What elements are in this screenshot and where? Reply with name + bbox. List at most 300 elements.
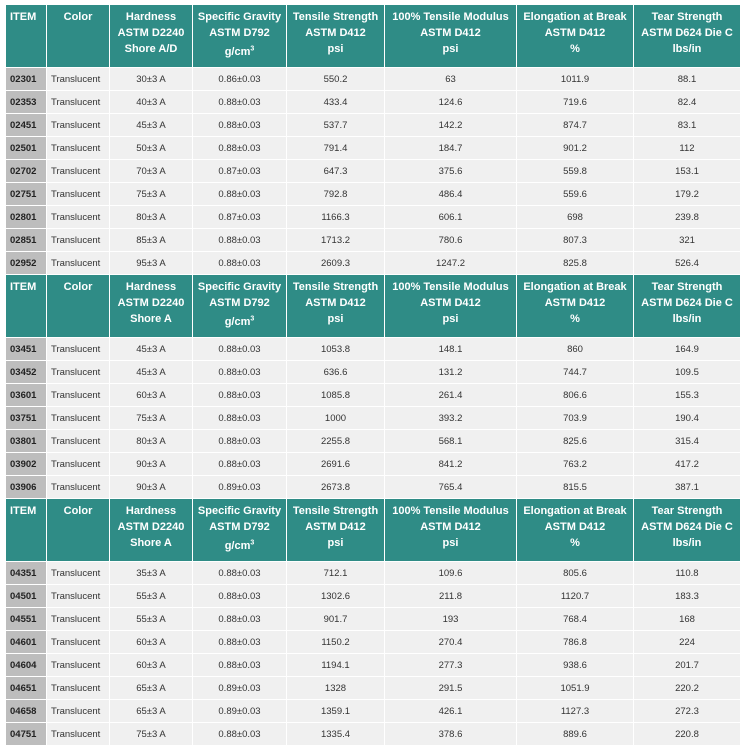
cell-specific-gravity: 0.88±0.03 (193, 723, 286, 745)
header-elongation (517, 499, 633, 561)
cell-elongation: 786.8 (517, 631, 633, 653)
cell-color: Translucent (47, 338, 109, 360)
header-line: Shore A (130, 313, 172, 325)
cell-tensile-strength: 1359.1 (287, 700, 384, 722)
header-line: $g/cm^3$ (224, 315, 255, 328)
cell-color: Translucent (47, 114, 109, 136)
header-specific-gravity (193, 5, 286, 67)
header-line: ASTM D2240 (117, 521, 185, 533)
cell-tensile-modulus: 261.4 (385, 384, 516, 406)
cell-tear-strength: 88.1 (634, 68, 740, 90)
cell-item: 04651 (6, 677, 46, 699)
header-line: % (570, 537, 580, 549)
cell-tensile-modulus: 841.2 (385, 453, 516, 475)
cell-tensile-strength: 550.2 (287, 68, 384, 90)
cell-tensile-modulus: 765.4 (385, 476, 516, 498)
cell-tensile-strength: 1713.2 (287, 229, 384, 251)
header-line: ASTM D412 (420, 27, 481, 39)
cell-tear-strength: 201.7 (634, 654, 740, 676)
cell-elongation: 719.6 (517, 91, 633, 113)
cell-hardness: 65±3 A (110, 700, 192, 722)
header-line: lbs/in (672, 43, 702, 55)
cell-tear-strength: 83.1 (634, 114, 740, 136)
header-line: ASTM D624 Die C (641, 27, 733, 39)
cell-tensile-strength: 2673.8 (287, 476, 384, 498)
cell-specific-gravity: 0.89±0.03 (193, 700, 286, 722)
cell-item: 02301 (6, 68, 46, 90)
header-line: Hardness (125, 11, 177, 23)
cell-tensile-strength: 791.4 (287, 137, 384, 159)
cell-item: 04551 (6, 608, 46, 630)
table-row (6, 407, 740, 429)
cell-hardness: 40±3 A (110, 91, 192, 113)
cell-item: 04751 (6, 723, 46, 745)
cell-specific-gravity: 0.88±0.03 (193, 114, 286, 136)
cell-hardness: 55±3 A (110, 585, 192, 607)
cell-tensile-modulus: 393.2 (385, 407, 516, 429)
cell-elongation: 825.6 (517, 430, 633, 452)
spec-table-container (5, 4, 738, 746)
cell-tear-strength: 155.3 (634, 384, 740, 406)
cell-color: Translucent (47, 700, 109, 722)
cell-tensile-strength: 647.3 (287, 160, 384, 182)
cell-color: Translucent (47, 137, 109, 159)
cell-tensile-modulus: 148.1 (385, 338, 516, 360)
cell-color: Translucent (47, 430, 109, 452)
cell-tensile-modulus: 131.2 (385, 361, 516, 383)
cell-specific-gravity: 0.89±0.03 (193, 476, 286, 498)
cell-color: Translucent (47, 229, 109, 251)
table-row (6, 654, 740, 676)
cell-tensile-strength: 636.6 (287, 361, 384, 383)
cell-tensile-strength: 1328 (287, 677, 384, 699)
cell-elongation: 703.9 (517, 407, 633, 429)
table-row (6, 338, 740, 360)
cell-color: Translucent (47, 206, 109, 228)
cell-color: Translucent (47, 585, 109, 607)
spec-table (5, 4, 741, 746)
cell-specific-gravity: 0.88±0.03 (193, 338, 286, 360)
cell-tear-strength: 220.2 (634, 677, 740, 699)
cell-elongation: 860 (517, 338, 633, 360)
header-hardness (110, 499, 192, 561)
header-line: ASTM D792 (209, 27, 270, 39)
table-row (6, 453, 740, 475)
table-row (6, 91, 740, 113)
cell-specific-gravity: 0.88±0.03 (193, 183, 286, 205)
header-line: Hardness (125, 281, 177, 293)
cell-tensile-modulus: 109.6 (385, 562, 516, 584)
cell-tear-strength: 387.1 (634, 476, 740, 498)
cell-specific-gravity: 0.88±0.03 (193, 137, 286, 159)
header-line: Specific Gravity (197, 505, 282, 517)
header-line: Elongation at Break (523, 281, 627, 293)
header-line: ASTM D2240 (117, 297, 185, 309)
cell-tensile-modulus: 486.4 (385, 183, 516, 205)
cell-item: 03906 (6, 476, 46, 498)
header-line: ASTM D624 Die C (641, 521, 733, 533)
cell-elongation: 1051.9 (517, 677, 633, 699)
cell-tear-strength: 164.9 (634, 338, 740, 360)
cell-tensile-modulus: 780.6 (385, 229, 516, 251)
header-line: Tensile Strength (292, 281, 379, 293)
cell-tensile-modulus: 277.3 (385, 654, 516, 676)
table-row (6, 206, 740, 228)
cell-elongation: 559.8 (517, 160, 633, 182)
header-line: lbs/in (672, 537, 702, 549)
cell-specific-gravity: 0.88±0.03 (193, 562, 286, 584)
table-row (6, 700, 740, 722)
table-row (6, 252, 740, 274)
header-line: lbs/in (672, 313, 702, 325)
header-color (47, 499, 109, 561)
cell-item: 04658 (6, 700, 46, 722)
cell-color: Translucent (47, 407, 109, 429)
header-line: % (570, 43, 580, 55)
table-row (6, 723, 740, 745)
cell-tensile-modulus: 124.6 (385, 91, 516, 113)
cell-elongation: 768.4 (517, 608, 633, 630)
cell-hardness: 80±3 A (110, 206, 192, 228)
cell-tear-strength: 239.8 (634, 206, 740, 228)
table-row (6, 229, 740, 251)
cell-tensile-modulus: 1247.2 (385, 252, 516, 274)
header-line: Tensile Strength (292, 505, 379, 517)
cell-tensile-modulus: 375.6 (385, 160, 516, 182)
cell-tear-strength: 183.3 (634, 585, 740, 607)
cell-elongation: 698 (517, 206, 633, 228)
cell-item: 04351 (6, 562, 46, 584)
header-hardness (110, 275, 192, 337)
cell-tensile-strength: 2691.6 (287, 453, 384, 475)
header-elongation (517, 5, 633, 67)
table-row (6, 361, 740, 383)
header-color (47, 5, 109, 67)
table-row (6, 585, 740, 607)
cell-elongation: 763.2 (517, 453, 633, 475)
cell-tensile-modulus: 184.7 (385, 137, 516, 159)
header-color (47, 275, 109, 337)
cell-hardness: 85±3 A (110, 229, 192, 251)
cell-tensile-strength: 792.8 (287, 183, 384, 205)
header-line: Elongation at Break (523, 505, 627, 517)
cell-specific-gravity: 0.88±0.03 (193, 585, 286, 607)
cell-hardness: 60±3 A (110, 384, 192, 406)
header-line: Tear Strength (651, 505, 723, 517)
cell-item: 03751 (6, 407, 46, 429)
cell-tensile-modulus: 291.5 (385, 677, 516, 699)
cell-tensile-strength: 2255.8 (287, 430, 384, 452)
cell-hardness: 60±3 A (110, 631, 192, 653)
header-row (6, 499, 740, 561)
cell-item: 04501 (6, 585, 46, 607)
cell-item: 02751 (6, 183, 46, 205)
header-line: psi (327, 43, 344, 55)
cell-item: 02353 (6, 91, 46, 113)
cell-hardness: 75±3 A (110, 183, 192, 205)
header-line: $g/cm^3$ (224, 45, 255, 58)
cell-tear-strength: 526.4 (634, 252, 740, 274)
cell-elongation: 807.3 (517, 229, 633, 251)
table-row (6, 562, 740, 584)
cell-tear-strength: 110.8 (634, 562, 740, 584)
cell-elongation: 825.8 (517, 252, 633, 274)
table-row (6, 608, 740, 630)
table-row (6, 114, 740, 136)
header-line: ITEM (10, 281, 37, 293)
cell-tensile-modulus: 568.1 (385, 430, 516, 452)
cell-hardness: 90±3 A (110, 476, 192, 498)
cell-tear-strength: 315.4 (634, 430, 740, 452)
cell-color: Translucent (47, 160, 109, 182)
cell-tear-strength: 168 (634, 608, 740, 630)
cell-elongation: 889.6 (517, 723, 633, 745)
header-item (6, 499, 46, 561)
cell-tear-strength: 224 (634, 631, 740, 653)
table-row (6, 183, 740, 205)
table-row (6, 160, 740, 182)
cell-tensile-strength: 1000 (287, 407, 384, 429)
header-tensile-modulus (385, 5, 516, 67)
header-tensile-strength (287, 499, 384, 561)
cell-hardness: 55±3 A (110, 608, 192, 630)
header-line: ASTM D412 (544, 27, 606, 39)
cell-tensile-strength: 1335.4 (287, 723, 384, 745)
header-tensile-modulus (385, 499, 516, 561)
cell-specific-gravity: 0.88±0.03 (193, 430, 286, 452)
header-line: psi (442, 43, 459, 55)
cell-hardness: 35±3 A (110, 562, 192, 584)
cell-tensile-modulus: 426.1 (385, 700, 516, 722)
cell-hardness: 90±3 A (110, 453, 192, 475)
cell-elongation: 1120.7 (517, 585, 633, 607)
header-line: ASTM D624 Die C (641, 297, 733, 309)
cell-hardness: 70±3 A (110, 160, 192, 182)
cell-tear-strength: 220.8 (634, 723, 740, 745)
header-line: ASTM D2240 (117, 27, 185, 39)
header-line: % (570, 313, 580, 325)
cell-tear-strength: 190.4 (634, 407, 740, 429)
cell-tensile-strength: 901.7 (287, 608, 384, 630)
cell-hardness: 80±3 A (110, 430, 192, 452)
table-row (6, 68, 740, 90)
cell-item: 03601 (6, 384, 46, 406)
header-line: ASTM D412 (305, 27, 366, 39)
cell-tensile-modulus: 63 (385, 68, 516, 90)
cell-elongation: 805.6 (517, 562, 633, 584)
header-tensile-strength (287, 5, 384, 67)
header-line: ASTM D412 (305, 521, 366, 533)
cell-color: Translucent (47, 68, 109, 90)
header-line: $g/cm^3$ (224, 539, 255, 552)
cell-elongation: 1127.3 (517, 700, 633, 722)
cell-tensile-strength: 537.7 (287, 114, 384, 136)
cell-color: Translucent (47, 91, 109, 113)
cell-specific-gravity: 0.88±0.03 (193, 654, 286, 676)
cell-specific-gravity: 0.87±0.03 (193, 206, 286, 228)
cell-hardness: 45±3 A (110, 338, 192, 360)
cell-hardness: 65±3 A (110, 677, 192, 699)
header-tear-strength (634, 275, 740, 337)
cell-specific-gravity: 0.88±0.03 (193, 608, 286, 630)
cell-specific-gravity: 0.88±0.03 (193, 229, 286, 251)
table-row (6, 137, 740, 159)
header-line: 100% Tensile Modulus (392, 281, 509, 293)
cell-elongation: 1011.9 (517, 68, 633, 90)
cell-specific-gravity: 0.88±0.03 (193, 91, 286, 113)
cell-elongation: 938.6 (517, 654, 633, 676)
header-item (6, 5, 46, 67)
cell-specific-gravity: 0.86±0.03 (193, 68, 286, 90)
header-line: ASTM D412 (420, 521, 481, 533)
cell-tensile-strength: 1166.3 (287, 206, 384, 228)
header-specific-gravity (193, 275, 286, 337)
header-line: Tear Strength (651, 11, 723, 23)
header-item (6, 275, 46, 337)
cell-tensile-modulus: 211.8 (385, 585, 516, 607)
header-line: Tensile Strength (292, 11, 379, 23)
cell-color: Translucent (47, 654, 109, 676)
header-line: 100% Tensile Modulus (392, 505, 509, 517)
cell-tensile-modulus: 606.1 (385, 206, 516, 228)
cell-color: Translucent (47, 361, 109, 383)
header-line: psi (442, 537, 459, 549)
cell-specific-gravity: 0.88±0.03 (193, 407, 286, 429)
cell-elongation: 815.5 (517, 476, 633, 498)
header-tear-strength (634, 499, 740, 561)
header-line: ITEM (10, 11, 37, 23)
cell-tear-strength: 109.5 (634, 361, 740, 383)
cell-item: 02702 (6, 160, 46, 182)
header-line: ASTM D412 (544, 297, 606, 309)
table-row (6, 384, 740, 406)
cell-item: 02501 (6, 137, 46, 159)
header-line: Specific Gravity (197, 281, 282, 293)
header-row (6, 5, 740, 67)
header-line: Hardness (125, 505, 177, 517)
header-line: Elongation at Break (523, 11, 627, 23)
cell-hardness: 45±3 A (110, 361, 192, 383)
cell-hardness: 50±3 A (110, 137, 192, 159)
cell-hardness: 75±3 A (110, 407, 192, 429)
spec-table-body (6, 5, 740, 745)
cell-color: Translucent (47, 384, 109, 406)
header-line: ASTM D412 (420, 297, 481, 309)
header-line: ASTM D792 (209, 297, 270, 309)
cell-item: 02952 (6, 252, 46, 274)
header-line: Shore A/D (124, 43, 178, 55)
cell-item: 03452 (6, 361, 46, 383)
header-line: ITEM (10, 505, 37, 517)
cell-tear-strength: 153.1 (634, 160, 740, 182)
cell-color: Translucent (47, 723, 109, 745)
cell-color: Translucent (47, 677, 109, 699)
cell-color: Translucent (47, 252, 109, 274)
cell-specific-gravity: 0.88±0.03 (193, 384, 286, 406)
header-line: Color (63, 11, 93, 23)
cell-specific-gravity: 0.88±0.03 (193, 631, 286, 653)
cell-color: Translucent (47, 183, 109, 205)
cell-tensile-strength: 1302.6 (287, 585, 384, 607)
cell-hardness: 75±3 A (110, 723, 192, 745)
cell-hardness: 30±3 A (110, 68, 192, 90)
cell-tensile-strength: 1150.2 (287, 631, 384, 653)
cell-item: 03451 (6, 338, 46, 360)
cell-specific-gravity: 0.88±0.03 (193, 252, 286, 274)
cell-tensile-modulus: 270.4 (385, 631, 516, 653)
header-line: psi (327, 537, 344, 549)
header-tear-strength (634, 5, 740, 67)
cell-tear-strength: 82.4 (634, 91, 740, 113)
cell-item: 02451 (6, 114, 46, 136)
table-row (6, 430, 740, 452)
cell-tensile-strength: 433.4 (287, 91, 384, 113)
header-line: Tear Strength (651, 281, 723, 293)
header-line: psi (327, 313, 344, 325)
cell-tear-strength: 272.3 (634, 700, 740, 722)
cell-tensile-strength: 1085.8 (287, 384, 384, 406)
header-specific-gravity (193, 499, 286, 561)
cell-elongation: 806.6 (517, 384, 633, 406)
header-line: ASTM D412 (305, 297, 366, 309)
cell-elongation: 559.6 (517, 183, 633, 205)
cell-tensile-modulus: 193 (385, 608, 516, 630)
cell-elongation: 901.2 (517, 137, 633, 159)
cell-hardness: 45±3 A (110, 114, 192, 136)
header-elongation (517, 275, 633, 337)
cell-item: 03801 (6, 430, 46, 452)
cell-specific-gravity: 0.88±0.03 (193, 361, 286, 383)
cell-tensile-modulus: 142.2 (385, 114, 516, 136)
header-tensile-modulus (385, 275, 516, 337)
cell-tensile-strength: 1194.1 (287, 654, 384, 676)
header-line: 100% Tensile Modulus (392, 11, 509, 23)
cell-tear-strength: 321 (634, 229, 740, 251)
cell-hardness: 95±3 A (110, 252, 192, 274)
cell-tear-strength: 417.2 (634, 453, 740, 475)
header-line: ASTM D412 (544, 521, 606, 533)
cell-elongation: 874.7 (517, 114, 633, 136)
header-line: Specific Gravity (197, 11, 282, 23)
cell-elongation: 744.7 (517, 361, 633, 383)
header-line: Shore A (130, 537, 172, 549)
cell-tensile-strength: 712.1 (287, 562, 384, 584)
cell-specific-gravity: 0.89±0.03 (193, 677, 286, 699)
cell-specific-gravity: 0.88±0.03 (193, 453, 286, 475)
table-row (6, 476, 740, 498)
cell-item: 02801 (6, 206, 46, 228)
cell-color: Translucent (47, 453, 109, 475)
cell-item: 04604 (6, 654, 46, 676)
cell-hardness: 60±3 A (110, 654, 192, 676)
header-hardness (110, 5, 192, 67)
table-row (6, 631, 740, 653)
cell-item: 04601 (6, 631, 46, 653)
cell-tensile-strength: 2609.3 (287, 252, 384, 274)
cell-color: Translucent (47, 476, 109, 498)
header-line: Color (63, 281, 93, 293)
header-line: Color (63, 505, 93, 517)
cell-tensile-strength: 1053.8 (287, 338, 384, 360)
cell-color: Translucent (47, 631, 109, 653)
header-tensile-strength (287, 275, 384, 337)
cell-tear-strength: 112 (634, 137, 740, 159)
cell-tear-strength: 179.2 (634, 183, 740, 205)
header-line: ASTM D792 (209, 521, 270, 533)
cell-item: 03902 (6, 453, 46, 475)
cell-item: 02851 (6, 229, 46, 251)
cell-tensile-modulus: 378.6 (385, 723, 516, 745)
